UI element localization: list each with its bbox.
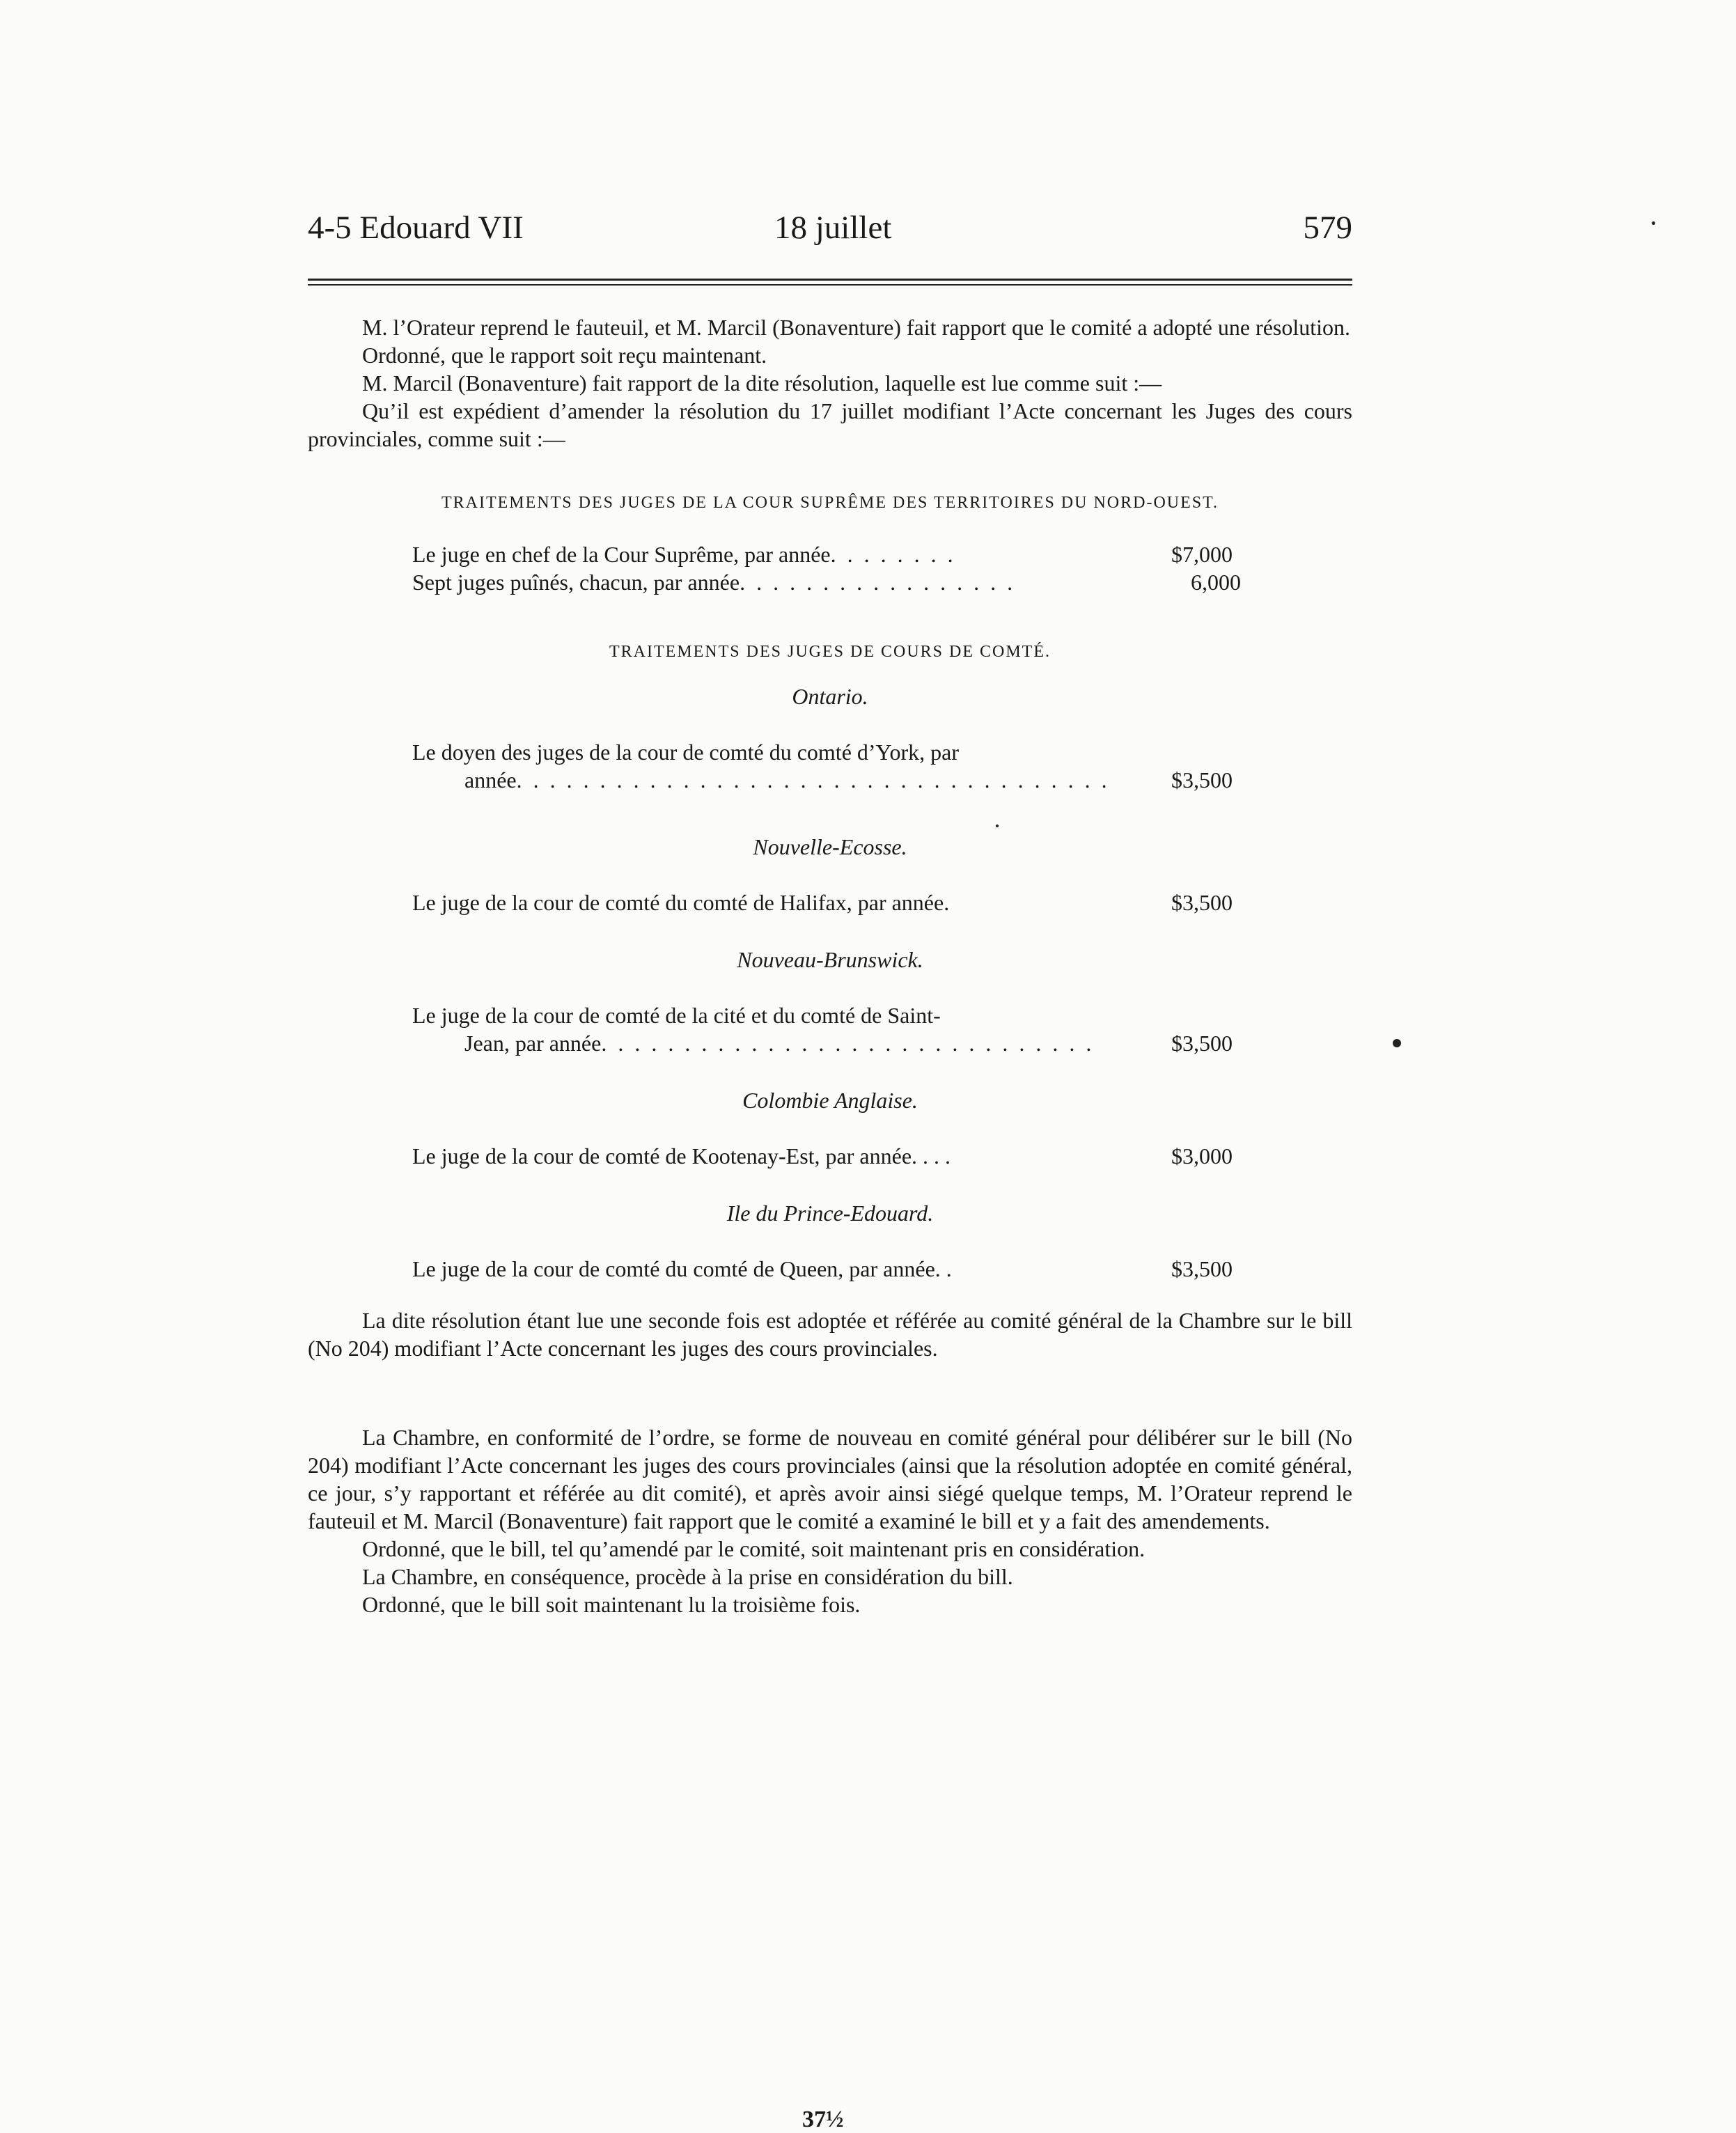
paragraph: La dite résolution étant lue une seconde fois est adoptée et référée au comité général de la Chambre sur le bill (No 204) modifiant l’Acte concernant les juges des cours provinciales. [308,1308,1352,1361]
entry-amount: $3,500 [1171,890,1233,915]
salary-entry [308,1255,1352,1283]
paragraph: Qu’il est expédient d’amender la résolution du 17 juillet modifiant l’Acte concernant les Juges des cours provinciales, comme suit :— [308,398,1352,451]
salary-entry [308,540,1352,568]
province-heading: Nouvelle-Ecosse. [753,834,907,859]
entry-text: Sept juges puînés, chacun, par année [412,570,740,595]
province-heading: Nouveau-Brunswick. [737,947,923,972]
paragraph: La Chambre, en conséquence, procède à la prise en considération du bill. [362,1564,1013,1589]
province-heading: Ile du Prince-Edouard. [726,1201,934,1226]
entry-text: Le juge de la cour de comté de Kootenay-Est, par année. . . . [412,1143,951,1169]
salary-entry [308,568,1352,596]
ink-speck [996,825,999,827]
header-session: 4-5 Edouard VII [308,210,524,246]
paragraph: Ordonné, que le rapport soit reçu maintenant. [362,343,767,368]
entry-text: Le juge de la cour de comté du comté de Queen, par année. . [412,1256,952,1281]
header-date: 18 juillet [774,210,892,246]
ink-speck [1393,1039,1401,1047]
entry-text: Le juge en chef de la Cour Suprême, par année [412,542,831,567]
entry-amount: $3,500 [1171,1031,1233,1056]
entry-amount: $3,000 [1171,1143,1233,1169]
entry-amount: $3,500 [1171,1256,1233,1281]
paragraph: M. Marcil (Bonaventure) fait rapport de la dite résolution, laquelle est lue comme suit :— [362,370,1162,396]
header-rule-bottom [308,284,1352,286]
province-heading: Colombie Anglaise. [742,1088,918,1113]
section-heading: TRAITEMENTS DES JUGES DE LA COUR SUPRÊME DES TERRITOIRES DU NORD-OUEST. [441,494,1219,512]
entry-amount: 6,000 [1191,570,1241,595]
salary-entry [308,1001,1352,1057]
entry-amount: $7,000 [1171,542,1233,567]
signature-mark: 37½ [802,2107,844,2132]
entry-text: Le doyen des juges de la cour de comté du comté d’York, par [412,740,959,765]
entry-text: Le juge de la cour de comté du comté de Halifax, par année. [412,890,950,915]
page-number: 579 [1303,210,1352,246]
entry-text: Le juge de la cour de comté de la cité et du comté de Saint- [412,1003,941,1028]
province-heading: Ontario. [792,684,868,709]
running-header [308,202,1352,251]
leader-dots: . . . . . . . . . . . . . . . . . [740,570,1016,595]
ink-speck [1652,221,1655,225]
salary-entry [308,738,1352,794]
document-body [308,313,1352,1618]
salary-entry [308,889,1352,916]
paragraph: M. l’Orateur reprend le fauteuil, et M. Marcil (Bonaventure) fait rapport que le comité a adopté une résolution. [362,315,1351,340]
entry-text-continued: Jean, par année [464,1031,602,1056]
paragraph: Ordonné, que le bill soit maintenant lu la troisième fois. [362,1592,861,1617]
salary-entry [308,1142,1352,1170]
paragraph: Ordonné, que le bill, tel qu’amendé par le comité, soit maintenant pris en considération. [362,1536,1145,1561]
leader-dots: . . . . . . . . [830,542,956,567]
section-heading: TRAITEMENTS DES JUGES DE COURS DE COMTÉ. [609,643,1051,661]
leader-dots: . . . . . . . . . . . . . . . . . . . . . . . . . . . . . . [601,1031,1095,1056]
entry-amount: $3,500 [1171,767,1233,792]
header-rule-top [308,279,1352,281]
paragraph: La Chambre, en conformité de l’ordre, se forme de nouveau en comité général pour délibérer sur le bill (No 204) modifiant l’Acte concernant les juges des cours provinciales (ainsi que la résolution adoptée en comité général, ce jour, s’y rapportant et référée au dit comité), et après avoir ainsi siégé quelque temps, M. l’Orateur reprend le fauteuil et M. Marcil (Bonaventure) fait rapport que le comité a examiné le bill et y a fait des amendements. [308,1425,1352,1533]
entry-text-continued: année [464,767,517,792]
leader-dots: . . . . . . . . . . . . . . . . . . . . . . . . . . . . . . . . . . . . [516,767,1110,792]
